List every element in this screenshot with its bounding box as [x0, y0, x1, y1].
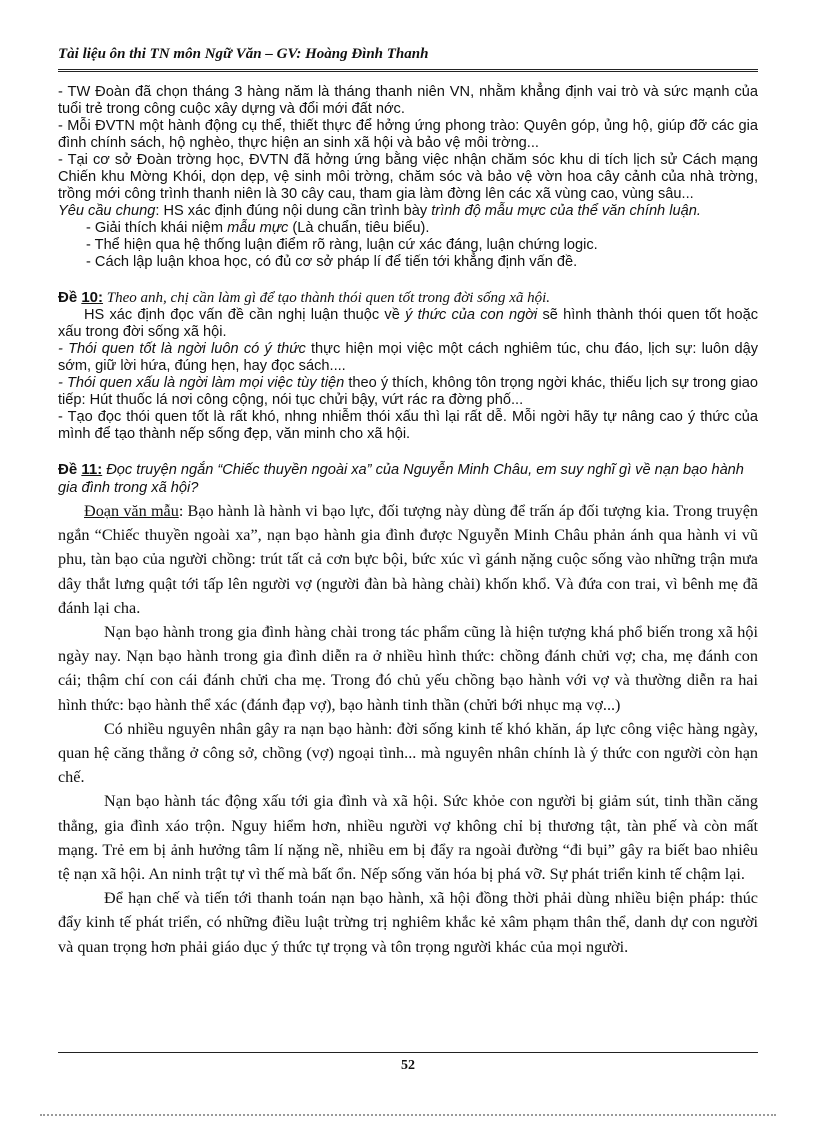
requirement-item: - Giải thích khái niệm mẫu mực (Là chuẩn, tiêu biểu). [86, 220, 430, 236]
header-title: Tài liệu ôn thi TN môn Ngữ Văn – GV: Hoàng Đình Thanh [58, 46, 429, 62]
essay-paragraph: Có nhiều nguyên nhân gây ra nạn bạo hành: đời sống kinh tế khó khăn, áp lực công việc hàng ngày, quan hệ căng thẳng ở công sở, chồng (vợ) ngoại tình... mà nguyên nhân chính là ý thức con người còn hạn chế. [58, 719, 758, 787]
sample-essay [58, 499, 758, 959]
question-10-text: Theo anh, chị cần làm gì để tạo thành thói quen tốt trong đời sống xã hội. [103, 290, 551, 306]
page-header [58, 46, 758, 72]
requirement-item: - Thể hiện qua hệ thống luận điểm rõ ràng, luận cứ xác đáng, luận chứng logic. [86, 237, 598, 253]
intro-bullet: - TW Đoàn đã chọn tháng 3 hàng năm là tháng thanh niên VN, nhằm khẳng định vai trò và sức mạnh của tuổi trẻ trong công cuộc xây dựng và đổi mới đất nớc. [58, 84, 758, 117]
bottom-dotted-rule [40, 1114, 776, 1116]
q10-conclusion: - Tạo đọc thói quen tốt là rất khó, nhng nhiễm thói xấu thì lại rất dễ. Mỗi ngời hãy tự nâng cao ý thức của mình để tạo thành nếp sống đẹp, văn minh cho xã hội. [58, 409, 758, 442]
question-11 [58, 461, 758, 497]
q10-good-habit: - Thói quen tốt là ngời luôn có ý thức thực hiện mọi việc một cách nghiêm túc, chu đáo, lịch sự: luôn dậy sớm, giữ lời hứa, đúng hẹn, hay đọc sách.... [58, 341, 758, 374]
essay-paragraph: Nạn bạo hành tác động xấu tới gia đình và xã hội. Sức khỏe con người bị giảm sút, tinh thần căng thẳng, gia đình xáo trộn. Nguy hiểm hơn, nhiều người vợ không chỉ bị thương tật, tàn phế và còn mất mạng. Trẻ em bị ảnh hưởng tâm lí nặng nề, nhiều em bị đẩy ra ngoài đường “đi bụi” gây ra biết bao nhiêu tệ nạn xã hội. An ninh trật tự vì thế mà bất ổn. Nếp sống văn hóa bị phá vỡ. Sự phát triển kinh tế chậm lại. [58, 792, 758, 884]
requirement-label: Yêu cầu chung [58, 203, 156, 219]
sample-label: Đoạn văn mẫu [84, 502, 179, 520]
essay-paragraph: Nạn bạo hành trong gia đình hàng chài trong tác phẩm cũng là hiện tượng khá phổ biến trong xã hội ngày nay. Nạn bạo hành trong gia đình diễn ra ở nhiều hình thức: chồng đánh chửi vợ; cha, mẹ đánh con cái; thậm chí con cái đánh chửi cha mẹ. Trong đó chủ yếu chồng bạo hành với vợ và thường diễn ra hai hình thức: bạo hành thể xác (đánh đạp vợ), bạo hành tinh thần (chửi bới nhục mạ vợ...) [58, 623, 758, 714]
essay-paragraph: Để hạn chế và tiến tới thanh toán nạn bạo hành, xã hội đồng thời phải dùng nhiều biện pháp: thúc đẩy kinh tế phát triển, có những điều luật trừng trị nghiêm khắc kẻ xâm phạm thân thể, danh dự con người và quan trọng hơn phải giáo dục ý thức tự trọng và tôn trọng người khác của mọi người. [58, 889, 758, 956]
requirement-item: - Cách lập luận khoa học, có đủ cơ sở pháp lí để tiến tới khẳng định vấn đề. [86, 254, 578, 270]
requirement-text: : HS xác định đúng nội dung cần trình bày [155, 203, 432, 219]
question-10-label: Đề 10: [58, 289, 104, 306]
question-10 [58, 289, 758, 307]
page-content [58, 84, 758, 959]
page-number: 52 [401, 1058, 415, 1073]
requirement-line [58, 203, 758, 220]
requirement-emphasis: trình độ mẫu mực của thể văn chính luận. [431, 203, 701, 219]
page-footer [58, 1052, 758, 1074]
intro-bullet: - Tại cơ sở Đoàn trờng học, ĐVTN đã hởng ứng bằng việc nhận chăm sóc khu di tích lịch sử Cách mạng Chiến khu Mờng Khói, dọn dẹp, vệ sinh môi trờng, chăm sóc và bảo vệ vờn hoa cây cảnh của nhà trờng, trồng mới công trình thanh niên là 30 cây cau, tham gia làm đờng lên các xã vùng cao, vùng sâu... [58, 152, 758, 202]
q10-intro: HS xác định đọc vấn đề cần nghị luận thuộc về ý thức của con ngời sẽ hình thành thói quen tốt hoặc xấu trong đời sống xã hội. [58, 307, 759, 340]
q10-bad-habit: - Thói quen xấu là ngời làm mọi việc tùy tiện theo ý thích, không tôn trọng ngời khác, thiếu lịch sự trong giao tiếp: Hút thuốc lá nơi công cộng, nói tục chửi bậy, vứt rác ra đờng phố... [58, 375, 758, 408]
intro-bullets [58, 84, 758, 271]
question-11-text: Đọc truyện ngắn “Chiếc thuyền ngoài xa” của Nguyễn Minh Châu, em suy nghĩ gì về nạn bạo hành gia đình trong xã hội? [58, 462, 744, 496]
question-11-label: Đề 11: [58, 461, 103, 478]
intro-bullet: - Mỗi ĐVTN một hành động cụ thể, thiết thực để hởng ứng phong trào: Quyên góp, ủng hộ, giúp đỡ các gia đình chính sách, hộ nghèo, thực hiện an sinh xã hội và bảo vệ môi trờng... [58, 118, 758, 151]
question-10-answer [58, 307, 758, 443]
essay-paragraph: Đoạn văn mẫu: Bạo hành là hành vi bạo lực, đối tượng này dùng để trấn áp đối tượng kia. Trong truyện ngắn “Chiếc thuyền ngoài xa”, nạn bạo hành gia đình được Nguyễn Minh Châu phản ánh qua hành vi vũ phu, tàn bạo của người chồng: trút tất cả cơn bực bội, bức xúc vì gánh nặng cuộc sống vào những trận mưa dây thắt lưng quật tới tấp lên người vợ (người đàn bà hàng chài) khốn khổ. Và đứa con trai, vì bênh mẹ đã đánh lại cha. [58, 502, 758, 617]
